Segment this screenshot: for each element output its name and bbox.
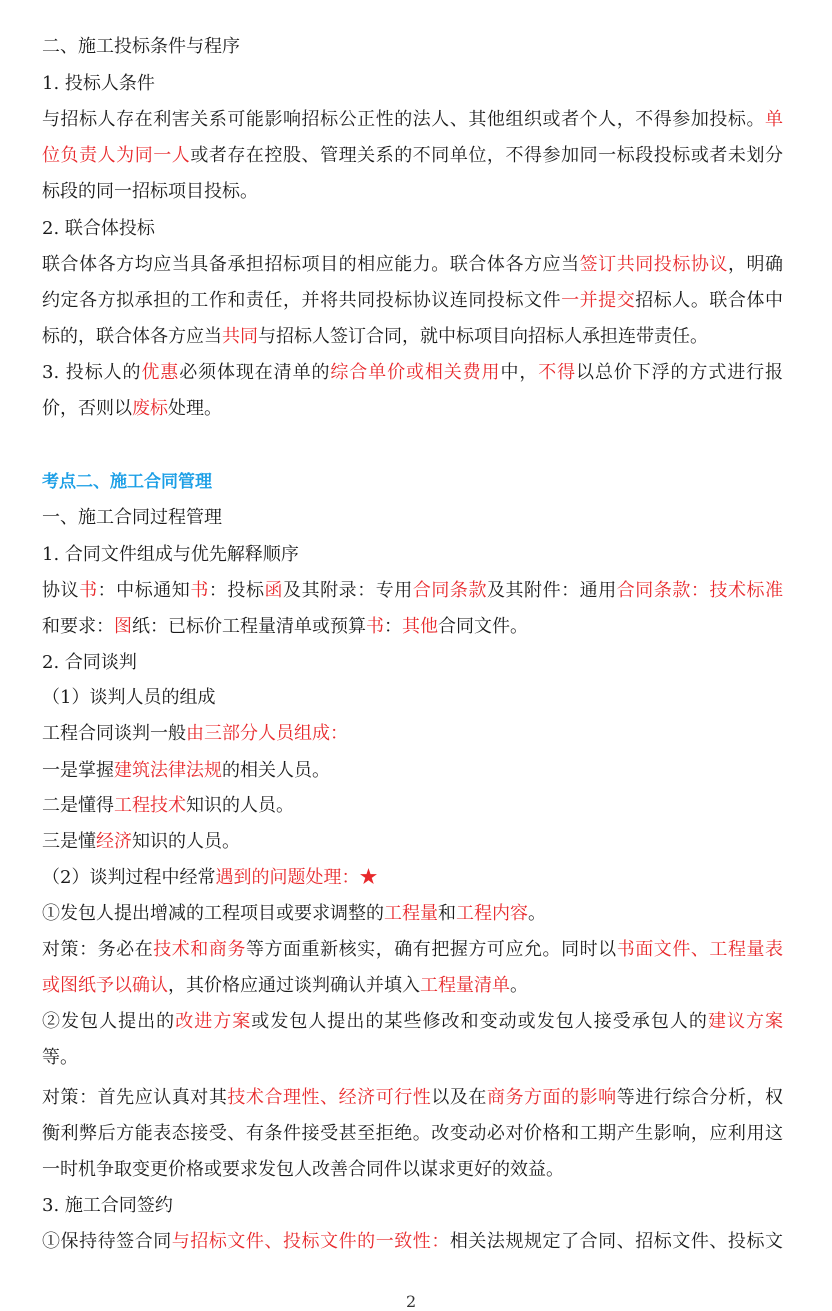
- text-segment: 必须体现在清单的: [179, 362, 331, 383]
- text-segment: ②发包人提出的: [42, 1011, 176, 1032]
- highlighted-text: 工程内容: [456, 903, 528, 924]
- text-line: [42, 362, 783, 384]
- text-segment: 或发包人提出的某些修改和变动或发包人接受承包人的: [251, 1011, 708, 1032]
- text-line: [42, 1047, 783, 1069]
- highlighted-text: 图: [114, 616, 132, 637]
- text-segment: 中，: [500, 362, 539, 383]
- text-line: [42, 903, 783, 925]
- text-line: [42, 939, 783, 961]
- text-segment: 以及在: [431, 1087, 487, 1108]
- text-segment: 纸：已标价工程量清单或预算: [132, 616, 366, 637]
- highlighted-text: 或图纸予以确认: [42, 975, 168, 996]
- highlighted-text: 改进方案: [175, 1011, 252, 1032]
- text-segment: 标的，联合体各方应当: [42, 326, 222, 347]
- text-line: [42, 1159, 783, 1181]
- text-segment: 2. 联合体投标: [42, 218, 155, 239]
- highlighted-text: 函: [264, 580, 284, 601]
- text-segment: ：投标: [208, 580, 265, 601]
- highlighted-text: 工程量清单: [420, 975, 510, 996]
- text-segment: ：中标通知: [97, 580, 191, 601]
- text-line: [42, 1123, 783, 1145]
- text-segment: 二、施工投标条件与程序: [42, 36, 240, 57]
- text-line: [42, 867, 783, 889]
- text-segment: 处理。: [168, 398, 222, 419]
- text-segment: 的相关人员。: [222, 760, 330, 781]
- text-segment: 。: [510, 975, 528, 996]
- text-segment: 2. 合同谈判: [42, 652, 137, 673]
- text-segment: 约定各方拟承担的工作和责任，并将共同投标协议连同投标文件: [42, 290, 562, 311]
- text-line: [42, 254, 783, 276]
- highlighted-text: 建筑法律法规: [114, 760, 222, 781]
- highlighted-text: 综合单价或相关费用: [330, 362, 501, 383]
- highlighted-text: 书: [190, 580, 209, 601]
- text-line: [42, 145, 783, 167]
- text-segment: 价，否则以: [42, 398, 132, 419]
- text-segment: 一时机争取变更价格或要求发包人改善合同件以谋求更好的效益。: [42, 1159, 564, 1180]
- text-line: [42, 795, 783, 817]
- text-line: [42, 73, 783, 95]
- text-segment: 和: [438, 903, 456, 924]
- text-segment: ①保持待签合同: [42, 1231, 172, 1252]
- text-line: [42, 471, 783, 493]
- text-line: [42, 760, 783, 782]
- text-line: [42, 109, 783, 131]
- text-segment: （2）谈判过程中经常: [42, 867, 216, 888]
- text-segment: 等方面重新核实，确有把握方可应允。同时以: [245, 939, 617, 960]
- text-line: [42, 398, 783, 420]
- text-line: [42, 616, 783, 638]
- highlighted-text: 位负责人为同一人: [42, 145, 191, 166]
- text-segment: 衡利弊后方能表态接受、有条件接受甚至拒绝。改变动必对价格和工期产生影响，应利用这: [42, 1123, 783, 1144]
- text-line: [42, 1087, 783, 1109]
- text-segment: 知识的人员。: [186, 795, 294, 816]
- text-segment: 相关法规规定了合同、招标文件、投标文: [449, 1231, 784, 1252]
- text-line: [42, 687, 783, 709]
- text-segment: 及其附件：通用: [486, 580, 617, 601]
- highlighted-text: 工程技术: [114, 795, 186, 816]
- text-segment: ：: [384, 616, 402, 637]
- highlighted-text: 其他: [402, 616, 438, 637]
- text-line: [42, 580, 783, 602]
- highlighted-text: 签订共同投标协议: [579, 254, 728, 275]
- highlighted-text: 技术和商务: [153, 939, 246, 960]
- text-segment: 三是懂: [42, 831, 96, 852]
- text-segment: 与招标人存在利害关系可能影响招标公正性的法人、其他组织或者个人，不得参加投标。: [42, 109, 765, 130]
- text-line: [42, 723, 783, 745]
- highlighted-text: 商务方面的影响: [486, 1087, 617, 1108]
- highlighted-text: 书面文件、工程量表: [616, 939, 784, 960]
- highlighted-text: 遇到的问题处理：★: [215, 867, 378, 888]
- text-segment: 二是懂得: [42, 795, 114, 816]
- text-segment: 联合体各方均应当具备承担招标项目的相应能力。联合体各方应当: [42, 254, 580, 275]
- text-line: [42, 36, 783, 58]
- text-segment: 1. 投标人条件: [42, 73, 155, 94]
- highlighted-text: 合同条款: [412, 580, 487, 601]
- text-line: [42, 1011, 783, 1033]
- section-heading: 考点二、施工合同管理: [42, 472, 212, 492]
- highlighted-text: 优惠: [141, 362, 180, 383]
- text-segment: ①发包人提出增减的工程项目或要求调整的: [42, 903, 384, 924]
- text-line: [42, 181, 783, 203]
- text-segment: ，明确: [727, 254, 784, 275]
- highlighted-text: 建议方案: [707, 1011, 784, 1032]
- text-segment: 等。: [42, 1047, 78, 1068]
- text-segment: 等进行综合分析，权: [616, 1087, 784, 1108]
- text-segment: 3. 投标人的: [42, 362, 142, 383]
- highlighted-text: 由三部分人员组成：: [186, 723, 348, 744]
- text-line: [42, 1195, 783, 1217]
- highlighted-text: 工程量: [384, 903, 438, 924]
- text-segment: 标段的同一招标项目投标。: [42, 181, 258, 202]
- highlighted-text: 书: [79, 580, 98, 601]
- highlighted-text: 废标: [132, 398, 168, 419]
- text-line: [42, 652, 783, 674]
- highlighted-text: 技术合理性、经济可行性: [227, 1087, 432, 1108]
- text-line: [42, 290, 783, 312]
- text-line: [42, 1231, 783, 1253]
- highlighted-text: 一并提交: [561, 290, 636, 311]
- text-segment: 知识的人员。: [132, 831, 240, 852]
- highlighted-text: 不得: [538, 362, 577, 383]
- text-line: [42, 507, 783, 529]
- text-segment: 招标人。联合体中: [635, 290, 784, 311]
- text-segment: 工程合同谈判一般: [42, 723, 186, 744]
- text-segment: ，其价格应通过谈判确认并填入: [168, 975, 420, 996]
- text-segment: 。: [528, 903, 546, 924]
- text-segment: 一是掌握: [42, 760, 114, 781]
- text-segment: 或者存在控股、管理关系的不同单位，不得参加同一标段投标或者未划分: [190, 145, 784, 166]
- text-line: [42, 975, 783, 997]
- page-number: 2: [406, 1292, 417, 1311]
- text-line: [42, 831, 783, 853]
- highlighted-text: 合同条款：技术标准: [616, 580, 784, 601]
- highlighted-text: 共同: [222, 326, 258, 347]
- text-segment: 协议: [42, 580, 80, 601]
- text-segment: 及其附录：专用: [283, 580, 413, 601]
- highlighted-text: 经济: [96, 831, 132, 852]
- text-segment: （1）谈判人员的组成: [42, 687, 216, 708]
- text-segment: 以总价下浮的方式进行报: [576, 362, 784, 383]
- highlighted-text: 书: [366, 616, 384, 637]
- text-segment: 和要求：: [42, 616, 114, 637]
- text-segment: 对策：务必在: [42, 939, 154, 960]
- highlighted-text: 单: [765, 109, 783, 130]
- text-segment: 3. 施工合同签约: [42, 1195, 173, 1216]
- highlighted-text: 与招标文件、投标文件的一致性：: [171, 1231, 450, 1252]
- text-line: [42, 326, 783, 348]
- text-segment: 对策：首先应认真对其: [42, 1087, 228, 1108]
- text-line: [42, 544, 783, 566]
- text-segment: 一、施工合同过程管理: [42, 507, 222, 528]
- text-segment: 合同文件。: [438, 616, 528, 637]
- text-segment: 与招标人签订合同，就中标项目向招标人承担连带责任。: [258, 326, 708, 347]
- text-segment: 1. 合同文件组成与优先解释顺序: [42, 544, 299, 565]
- text-line: [42, 218, 783, 240]
